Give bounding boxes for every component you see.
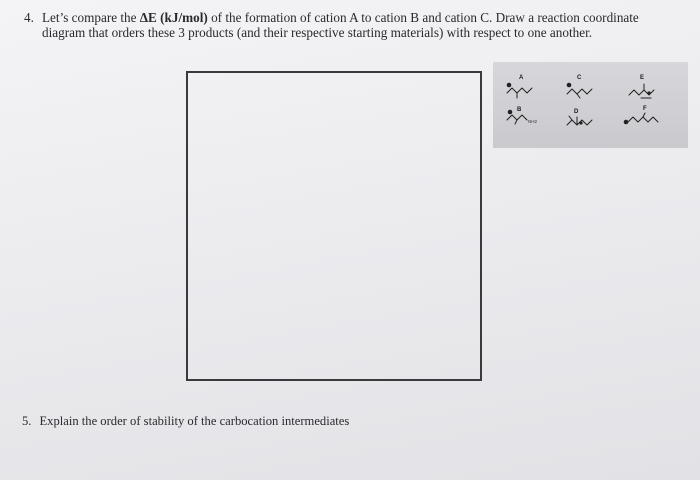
molecule-f [624, 113, 658, 124]
question-5 [22, 414, 349, 429]
reaction-diagram-answer-box[interactable] [186, 71, 482, 381]
question-5-text: Explain the order of stability of the carbocation intermediates [39, 414, 350, 428]
molecule-d [567, 116, 592, 125]
question-4-text [42, 10, 684, 40]
molecule-a [507, 83, 532, 98]
question-4-rest: of the formation of cation A to cation B and cation C. Draw a reaction coordinate diagram that orders these 3 products (and their respective starting materials) with respect to one another. [42, 10, 639, 40]
question-5-number: 5. [22, 414, 32, 428]
label-d: D [574, 109, 579, 115]
label-nh2: NH2 [528, 119, 538, 124]
question-4-bold-term: ΔE (kJ/mol) [139, 10, 208, 25]
label-b: B [517, 107, 522, 113]
label-e: E [640, 75, 645, 81]
question-4-intro: Let’s compare the [42, 10, 140, 25]
question-4 [24, 10, 684, 40]
molecule-e [629, 84, 654, 98]
question-4-number: 4. [24, 10, 34, 25]
label-a: A [519, 75, 524, 81]
molecule-structures-panel [493, 62, 688, 148]
molecule-c [567, 83, 592, 98]
label-c: C [577, 75, 582, 81]
label-f: F [643, 106, 647, 112]
molecule-structures-drawing [493, 62, 688, 148]
